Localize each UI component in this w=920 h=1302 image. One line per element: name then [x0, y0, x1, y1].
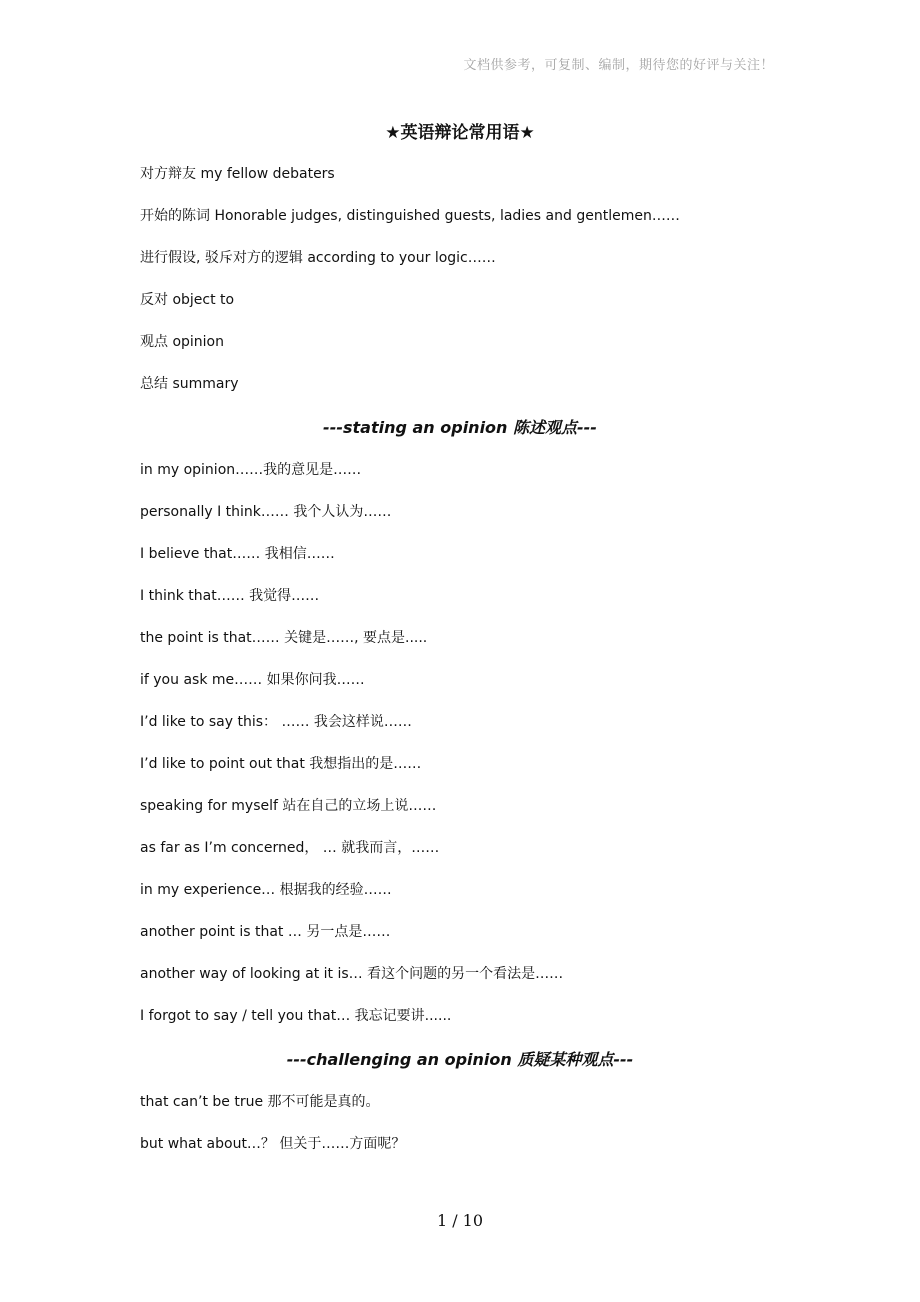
intro-line: 反对 object to — [140, 292, 235, 308]
phrase-line: another point is that … 另一点是…… — [140, 924, 391, 940]
intro-line: 对方辩友 my fellow debaters — [140, 166, 335, 182]
phrase-line: that can’t be true 那不可能是真的。 — [140, 1094, 380, 1110]
intro-line: 观点 opinion — [140, 334, 224, 350]
phrase-line: if you ask me…… 如果你问我…… — [140, 672, 365, 688]
phrase-line: but what about…？ 但关于……方面呢？ — [140, 1136, 406, 1152]
phrase-line: I’d like to point out that 我想指出的是…… — [140, 756, 422, 772]
intro-line: 开始的陈词 Honorable judges, distinguished guests, ladies and gentlemen…… — [140, 208, 680, 224]
phrase-line: in my experience… 根据我的经验…… — [140, 882, 392, 898]
section-heading-stating: ---stating an opinion 陈述观点--- — [323, 418, 597, 437]
intro-line: 进行假设, 驳斥对方的逻辑 according to your logic…… — [140, 250, 496, 266]
phrase-line: I believe that…… 我相信…… — [140, 546, 335, 562]
phrase-line: another way of looking at it is… 看这个问题的另一个看法是…… — [140, 966, 564, 982]
page-number: 1 / 10 — [436, 1211, 484, 1230]
phrase-line: the point is that…… 关键是……, 要点是..... — [140, 630, 428, 646]
phrase-line: I think that…… 我觉得…… — [140, 588, 320, 604]
phrase-line: speaking for myself 站在自己的立场上说…… — [140, 798, 437, 814]
phrase-line: I’d like to say this： …… 我会这样说…… — [140, 714, 412, 730]
watermark-text: 文档供参考，可复制、编制，期待您的好评与关注！ — [463, 58, 774, 73]
section-heading-challenging: ---challenging an opinion 质疑某种观点--- — [286, 1050, 634, 1069]
phrase-line: personally I think…… 我个人认为…… — [140, 504, 392, 520]
phrase-line: in my opinion……我的意见是…… — [140, 462, 362, 478]
intro-line: 总结 summary — [140, 376, 239, 392]
phrase-line: I forgot to say / tell you that… 我忘记要讲...... — [140, 1008, 452, 1024]
phrase-line: as far as I’m concerned， … 就我而言，…… — [140, 840, 440, 856]
page-title: ★英语辩论常用语★ — [385, 123, 535, 143]
